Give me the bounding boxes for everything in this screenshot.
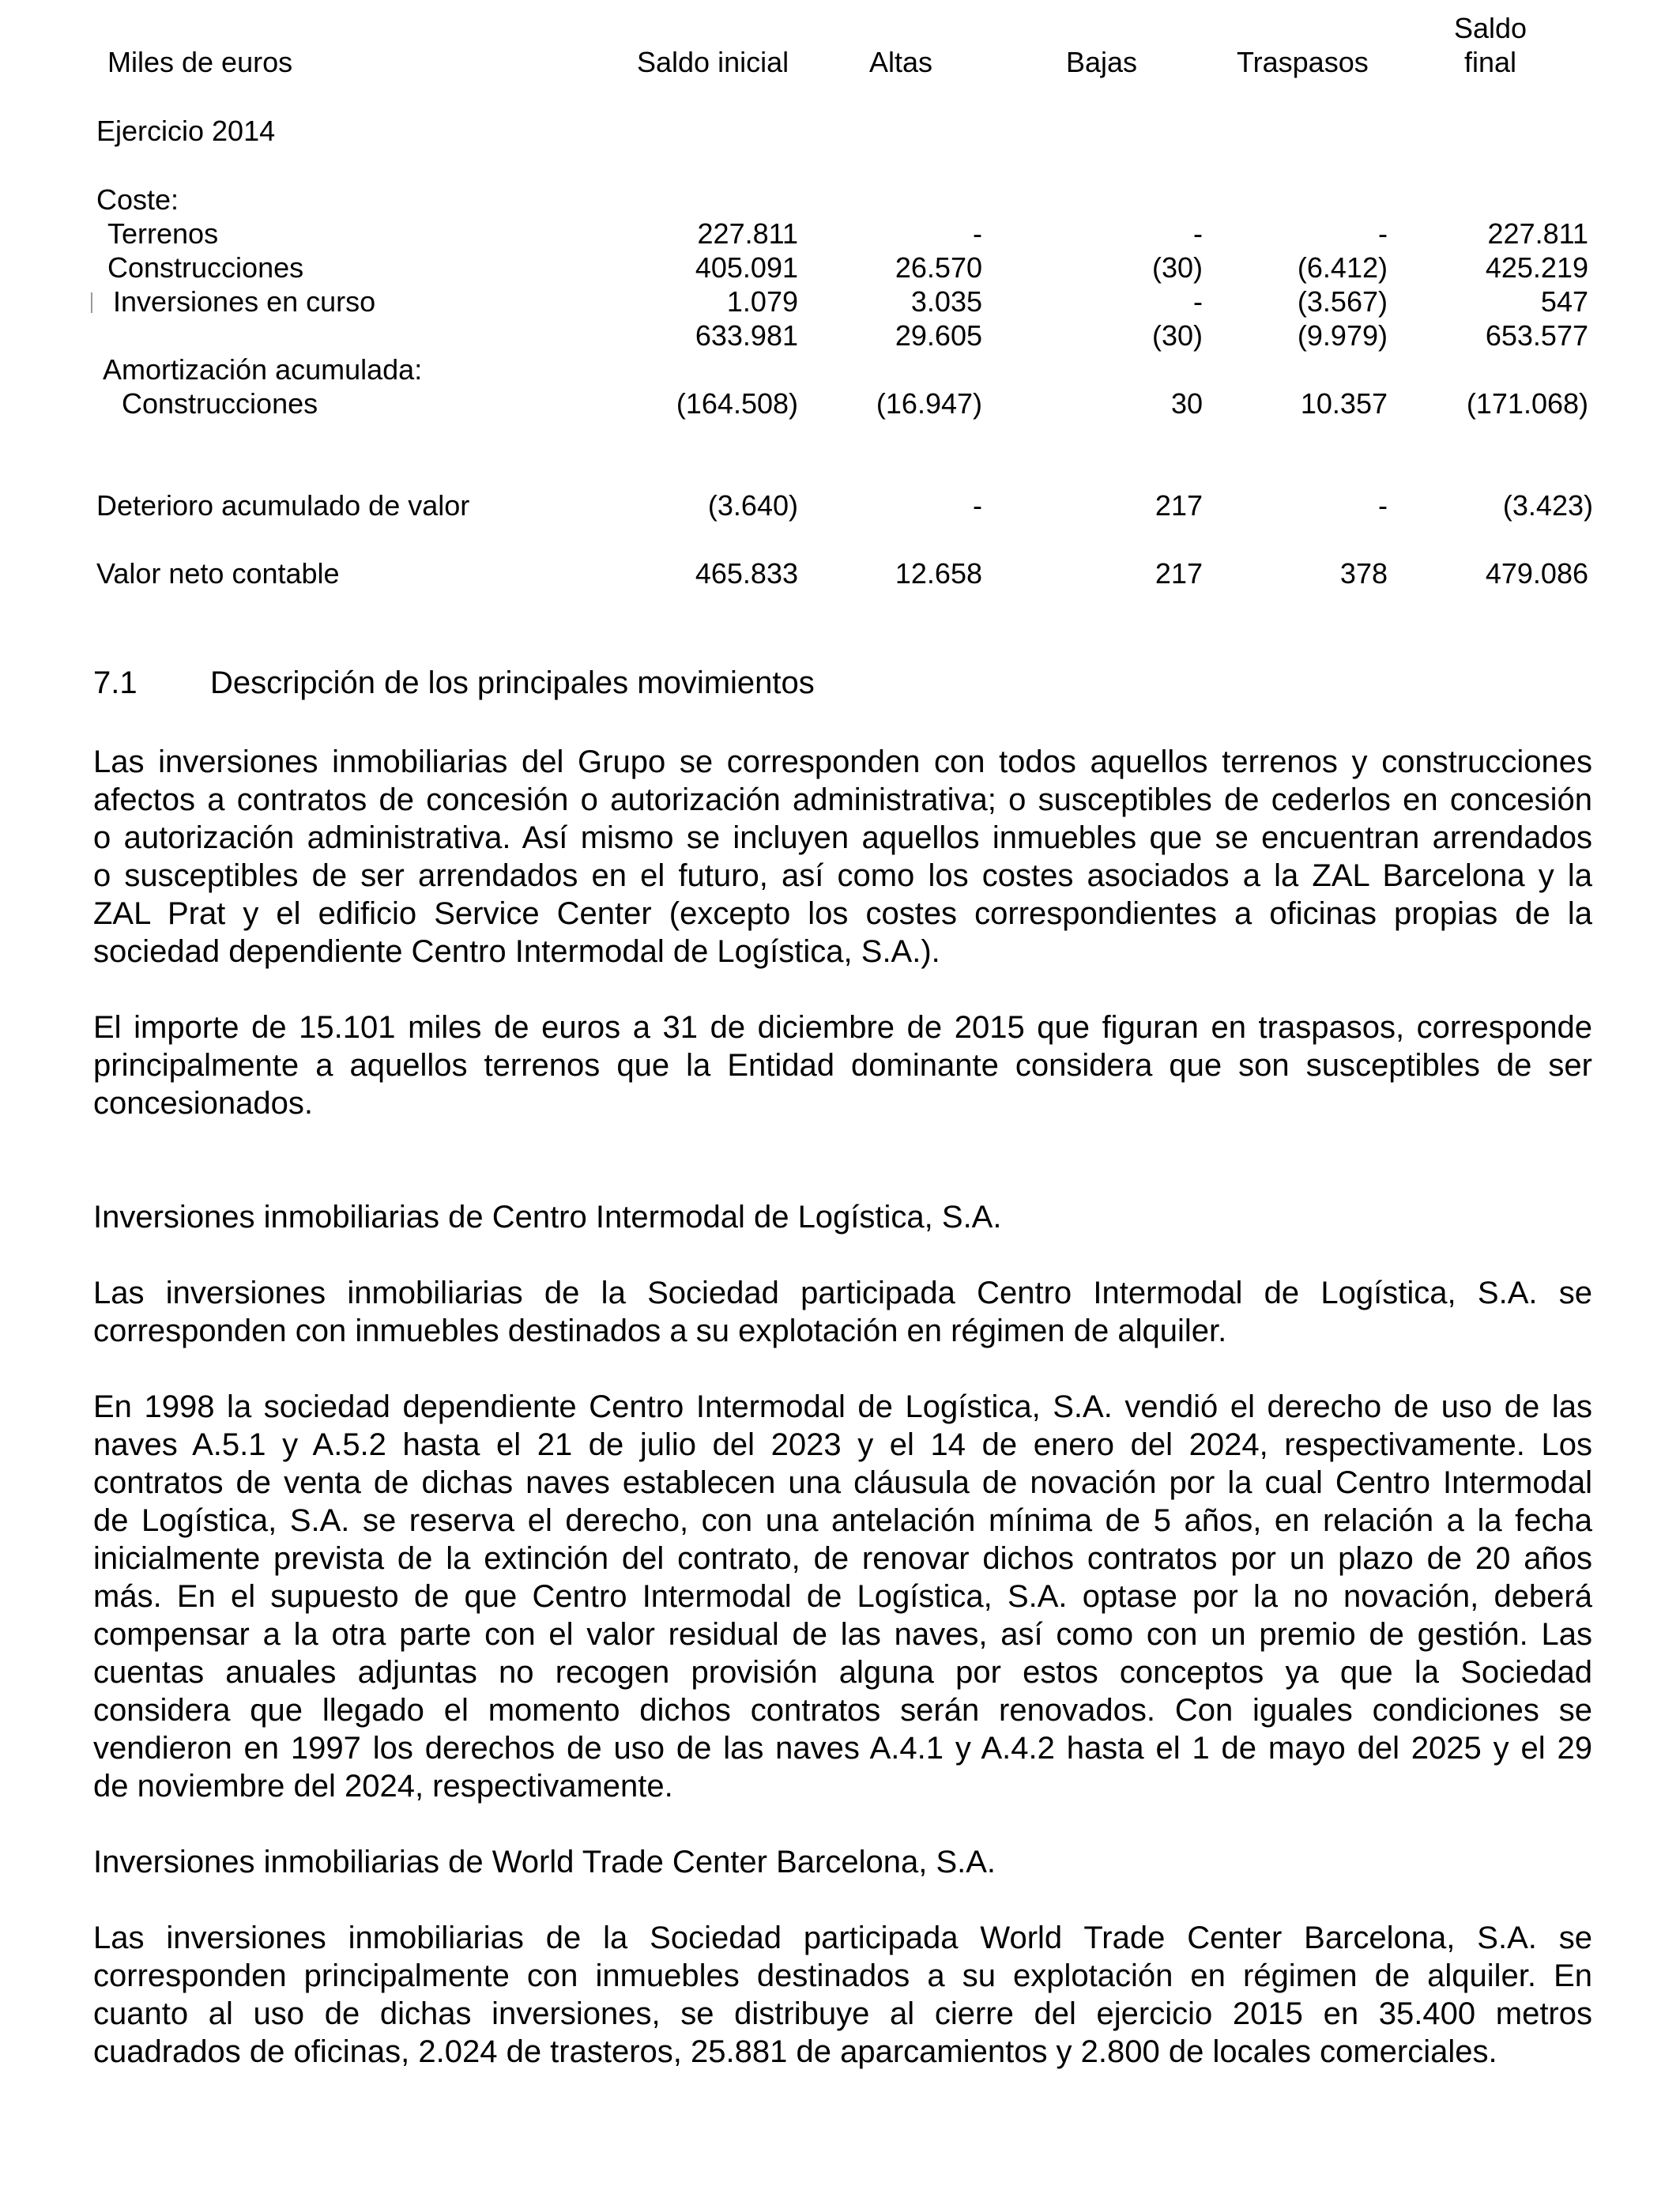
cell-saldo-inicial: (164.508)	[676, 387, 798, 420]
paragraph-cil-naves	[93, 1388, 1592, 1805]
text-line: considera que llegado el momento dichos contratos serán renovados. Con iguales condiciones se	[93, 1693, 1592, 1728]
table-row	[0, 386, 1680, 420]
paragraph-traspasos	[93, 1008, 1592, 1122]
cell-saldo-final: 547	[1540, 285, 1588, 318]
text-line: sociedad dependiente Centro Intermodal de Logística, S.A.).	[93, 934, 940, 969]
cell-traspasos: (6.412)	[1297, 251, 1388, 284]
text-line: El importe de 15.101 miles de euros a 31 de diciembre de 2015 que figuran en traspasos, corresponde	[93, 1010, 1592, 1045]
cell-saldo-final: 653.577	[1485, 319, 1588, 352]
text-line: cuadrados de oficinas, 2.024 de trasteros, 25.881 de aparcamientos y 2.800 de locales comerciales.	[93, 2034, 1497, 2069]
cell-saldo-inicial: 633.981	[695, 319, 798, 352]
text-line: ZAL Prat y el edificio Service Center (excepto los costes correspondientes a oficinas propias de la	[93, 896, 1592, 931]
cell-bajas: 30	[1170, 387, 1203, 420]
header-miles-de-euros: Miles de euros	[107, 46, 293, 78]
cell-traspasos: 10.357	[1300, 387, 1388, 420]
row-label: Inversiones en curso	[113, 285, 376, 318]
cell-bajas: (30)	[1151, 251, 1203, 284]
cell-traspasos: -	[1378, 217, 1388, 250]
cell-altas: (16.947)	[876, 387, 982, 420]
text-line: corresponden con inmuebles destinados a su explotación en régimen de alquiler.	[93, 1314, 1227, 1348]
text-line: de noviembre del 2024, respectivamente.	[93, 1769, 673, 1804]
text-line: Las inversiones inmobiliarias de la Sociedad participada Centro Intermodal de Logística, S.A. se	[93, 1276, 1592, 1310]
period-label: Ejercicio 2014	[96, 115, 276, 147]
text-line: Las inversiones inmobiliarias de la Sociedad participada World Trade Center Barcelona, S.A. se	[93, 1921, 1592, 1955]
cell-saldo-inicial: 1.079	[726, 285, 798, 318]
cell-altas: 3.035	[910, 285, 982, 318]
row-label: Terrenos	[107, 217, 219, 250]
table-row	[0, 251, 1680, 285]
table-row	[0, 285, 1680, 319]
table-row-subtotal	[0, 319, 1680, 352]
paragraph-grupo-inversiones	[93, 743, 1592, 971]
cell-bajas: (30)	[1151, 319, 1203, 352]
cell-saldo-final: (171.068)	[1466, 387, 1588, 420]
section-title: Descripción de los principales movimientos	[210, 665, 815, 700]
text-line: más. En el supuesto de que Centro Intermodal de Logística, S.A. optase por la no novación, deberá	[93, 1579, 1592, 1614]
text-line: afectos a contratos de concesión o autorización administrativa; o susceptibles de cederlos en concesión	[93, 782, 1592, 817]
cell-saldo-final: 479.086	[1485, 557, 1588, 590]
text-line: corresponden principalmente con inmuebles destinados a su explotación en régimen de alquiler. En	[93, 1958, 1592, 1993]
cell-traspasos: (9.979)	[1297, 319, 1388, 352]
text-line: o susceptibles de ser arrendados en el futuro, así como los costes asociados a la ZAL Barcelona y la	[93, 858, 1592, 893]
table-row-total	[0, 556, 1680, 590]
header-traspasos: Traspasos	[1237, 46, 1369, 78]
cell-saldo-inicial: (3.640)	[707, 489, 798, 522]
section-number: 7.1	[93, 665, 137, 700]
header-saldo-final-line1: Saldo	[1454, 12, 1527, 44]
cell-bajas: 217	[1155, 489, 1203, 522]
cell-altas: 26.570	[895, 251, 982, 284]
row-label: Construcciones	[107, 251, 304, 284]
text-line: concesionados.	[93, 1086, 313, 1121]
cell-saldo-inicial: 465.833	[695, 557, 798, 590]
cell-bajas: -	[1193, 217, 1203, 250]
text-line: naves A.5.1 y A.5.2 hasta el 21 de julio del 2023 y el 14 de enero del 2024, respectivamente. Los	[93, 1427, 1592, 1462]
text-line: o autorización administrativa. Así mismo se incluyen aquellos inmuebles que se encuentran arrendados	[93, 820, 1592, 855]
coste-label: Coste:	[96, 183, 179, 216]
text-line: cuanto al uso de dichas inversiones, se distribuye al cierre del ejercicio 2015 en 35.400 metros	[93, 1996, 1592, 2031]
cell-altas: -	[973, 489, 982, 522]
cell-saldo-inicial: 405.091	[695, 251, 798, 284]
text-line: vendieron en 1997 los derechos de uso de las naves A.4.1 y A.4.2 hasta el 1 de mayo del 2025 y el 29	[93, 1731, 1592, 1766]
text-line: principalmente a aquellos terrenos que la Entidad dominante considera que son susceptibles de ser	[93, 1048, 1592, 1083]
paragraph-cil-inmuebles	[93, 1274, 1592, 1350]
cell-saldo-final: (3.423)	[1502, 489, 1593, 522]
cell-traspasos: (3.567)	[1297, 285, 1388, 318]
header-altas: Altas	[869, 46, 933, 78]
row-label: Valor neto contable	[96, 557, 340, 590]
subheading-centro-intermodal: Inversiones inmobiliarias de Centro Intermodal de Logística, S.A.	[93, 1200, 1002, 1235]
cell-bajas: -	[1193, 285, 1203, 318]
cell-saldo-final: 227.811	[1487, 217, 1588, 250]
row-label: Construcciones	[122, 387, 318, 420]
cell-saldo-final: 425.219	[1485, 251, 1588, 284]
cell-altas: 29.605	[895, 319, 982, 352]
table-row	[0, 488, 1680, 522]
amortizacion-label: Amortización acumulada:	[103, 353, 423, 386]
header-saldo-final-line2: final	[1464, 46, 1517, 78]
text-line: Las inversiones inmobiliarias del Grupo se corresponden con todos aquellos terrenos y construcciones	[93, 745, 1592, 779]
cell-traspasos: 378	[1339, 557, 1388, 590]
table-row	[0, 217, 1680, 251]
section-heading	[93, 664, 815, 702]
text-line: de Logística, S.A. se reserva el derecho, con una antelación mínima de 5 años, en relación a la fecha	[93, 1503, 1592, 1538]
row-label: Deterioro acumulado de valor	[96, 489, 470, 522]
subheading-world-trade-center: Inversiones inmobiliarias de World Trade Center Barcelona, S.A.	[93, 1845, 996, 1879]
header-bajas: Bajas	[1066, 46, 1138, 78]
cell-bajas: 217	[1155, 557, 1203, 590]
cell-traspasos: -	[1378, 489, 1388, 522]
cell-saldo-inicial: 227.811	[697, 217, 798, 250]
cell-altas: -	[973, 217, 982, 250]
text-line: inicialmente prevista de la extinción del contrato, de renovar dichos contratos por un plazo de 20 años	[93, 1541, 1592, 1576]
header-saldo-inicial: Saldo inicial	[637, 46, 789, 78]
cell-altas: 12.658	[895, 557, 982, 590]
text-line: contratos de venta de dichas naves establecen una cláusula de novación por la cual Centro Intermodal	[93, 1465, 1592, 1500]
text-line: cuentas anuales adjuntas no recogen provisión alguna por estos conceptos ya que la Sociedad	[93, 1655, 1592, 1690]
paragraph-wtc-inmuebles	[93, 1919, 1592, 2071]
text-line: compensar a la otra parte con el valor residual de las naves, así como con un premio de gestión. Las	[93, 1617, 1592, 1652]
text-line: En 1998 la sociedad dependiente Centro Intermodal de Logística, S.A. vendió el derecho de uso de las	[93, 1389, 1592, 1424]
